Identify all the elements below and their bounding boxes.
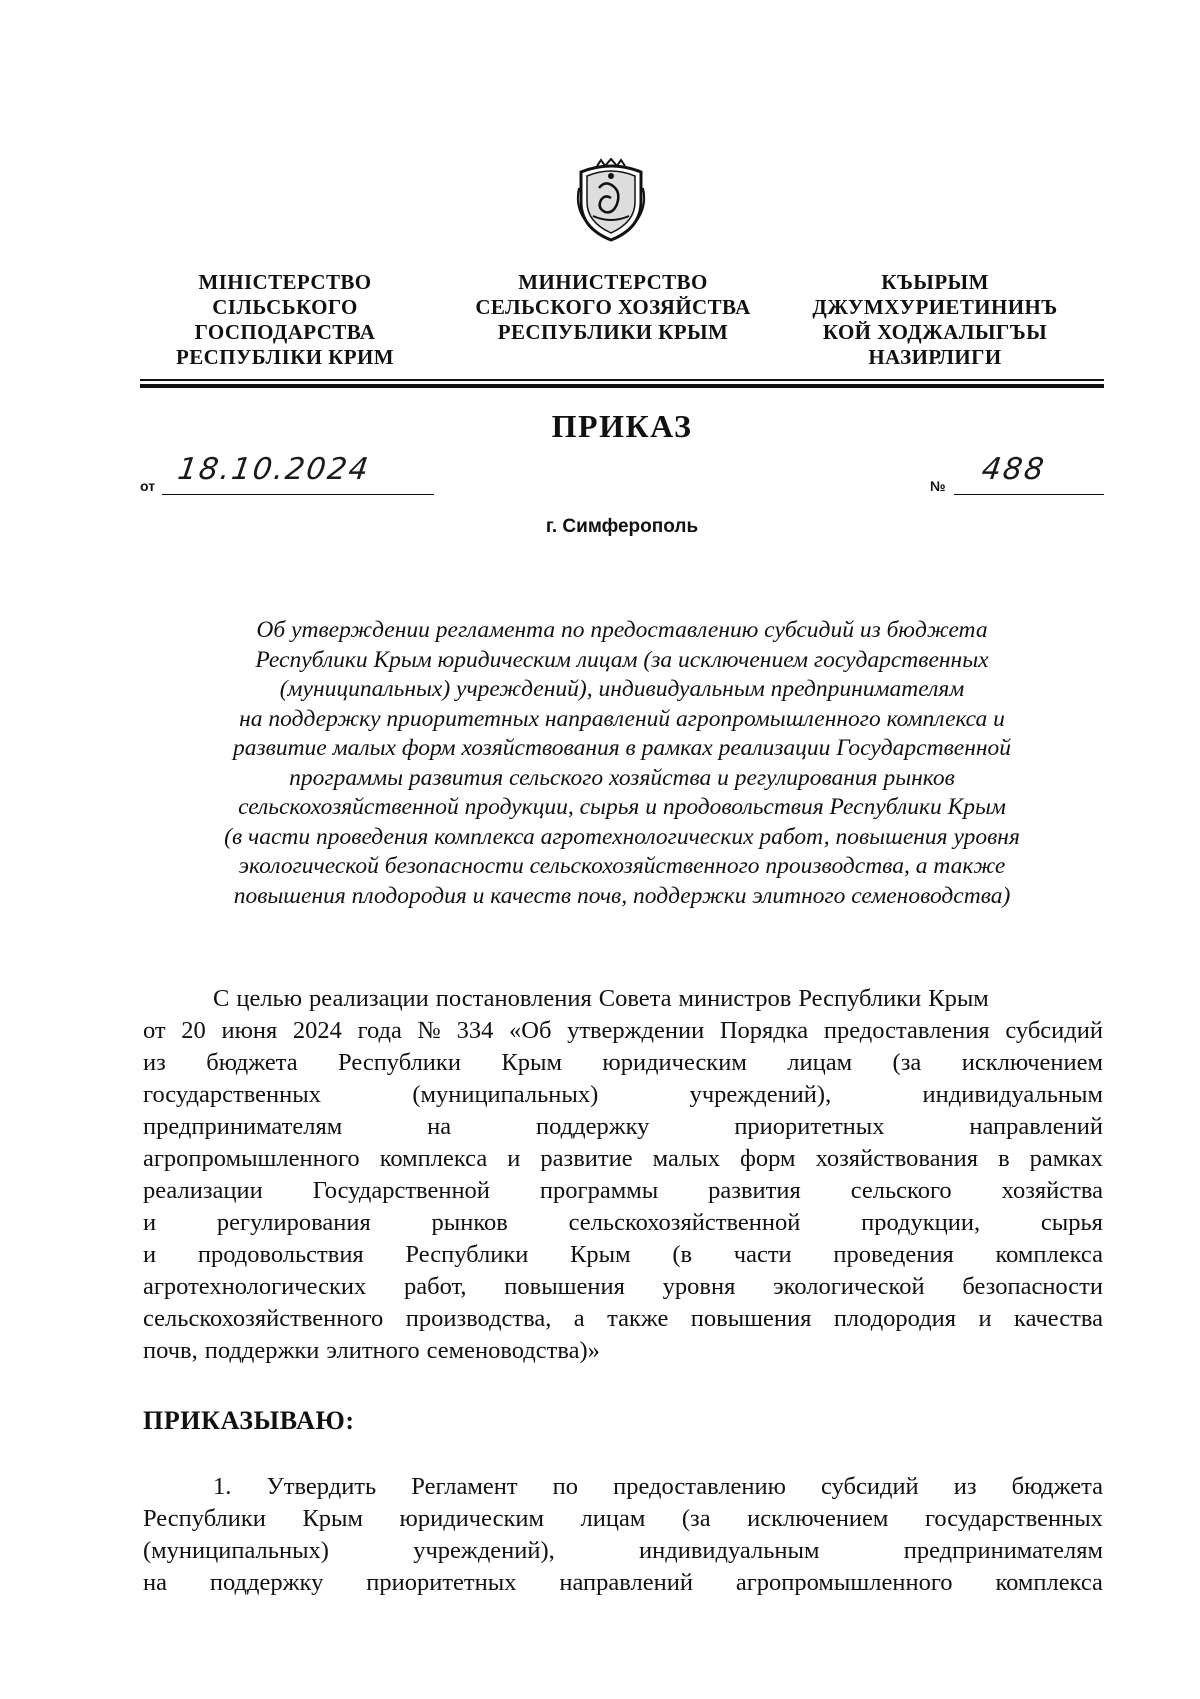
word: сырья <box>1040 1209 1103 1236</box>
subject-line: повышения плодородия и качеств почв, поддержки элитного семеноводства) <box>233 882 1011 909</box>
word: Республики <box>798 985 922 1012</box>
word: повышения <box>690 1305 812 1332</box>
preamble-line <box>143 1271 1103 1303</box>
document-title: ПРИКАЗ <box>551 408 693 444</box>
word: юридическим <box>602 1049 747 1076</box>
preamble-paragraph <box>143 983 1103 1367</box>
word: Порядка <box>719 1017 809 1044</box>
word: почв, <box>143 1337 198 1364</box>
word: С <box>213 985 230 1012</box>
word: хозяйствования <box>815 1145 979 1172</box>
word: экологической <box>773 1273 925 1300</box>
word: и <box>143 1241 157 1268</box>
word: реализации <box>309 985 429 1012</box>
word: уровня <box>662 1273 736 1300</box>
clause-line <box>143 1503 1103 1535</box>
preamble-line <box>143 1239 1103 1271</box>
word: хозяйства <box>1001 1177 1103 1204</box>
subject-line: (муниципальных) учреждений), индивидуальным предпринимателям <box>279 676 965 702</box>
word: направлений <box>559 1569 693 1596</box>
word: сельскохозяйственной <box>568 1209 801 1236</box>
header-line: МИНИСТЕРСТВО <box>518 270 708 294</box>
preamble-line <box>143 1111 1103 1143</box>
word: и <box>143 1209 157 1236</box>
word: (за <box>681 1505 711 1532</box>
subject-line: программы развития сельского хозяйства и регулирования рынков <box>289 764 955 791</box>
preamble-line <box>143 1175 1103 1207</box>
word: приоритетных <box>734 1113 885 1140</box>
word: постановления <box>435 985 592 1012</box>
word: государственных <box>143 1081 321 1108</box>
word: сельскохозяйственного <box>143 1305 384 1332</box>
word: (муниципальных) <box>143 1537 329 1564</box>
word: 20 <box>181 1017 206 1044</box>
word: бюджета <box>1011 1473 1103 1500</box>
word: рынков <box>431 1209 508 1236</box>
word: исключением <box>961 1049 1103 1076</box>
word: Республики <box>338 1049 461 1076</box>
word: плодородия <box>833 1305 957 1332</box>
word: индивидуальным <box>922 1081 1103 1108</box>
word: сельского <box>850 1177 952 1204</box>
word: в <box>998 1145 1010 1172</box>
word: а <box>573 1305 585 1332</box>
word: № <box>417 1017 441 1044</box>
date-underline <box>162 494 434 495</box>
word: «Об <box>509 1017 552 1044</box>
word: учреждений), <box>689 1081 832 1108</box>
city-name: г. Симферополь <box>545 516 699 537</box>
word: из <box>953 1473 977 1500</box>
word: Совета <box>598 985 672 1012</box>
preamble-line <box>143 1335 1103 1367</box>
word: малых <box>652 1145 720 1172</box>
word: предоставления <box>823 1017 990 1044</box>
header-line: МІНІСТЕРСТВО <box>198 270 372 294</box>
word: Крым <box>570 1241 631 1268</box>
word: поддержку <box>535 1113 650 1140</box>
word: развития <box>708 1177 801 1204</box>
header-line: ДЖУМХУРИЕТИНИНЪ <box>812 295 1058 319</box>
word: семеноводства)» <box>426 1337 600 1364</box>
word: министров <box>678 985 792 1012</box>
ministry-name-ukrainian <box>150 270 420 370</box>
word: агропромышленного <box>143 1145 360 1172</box>
word: и <box>978 1305 992 1332</box>
word: Крым <box>928 985 989 1012</box>
date-label: от <box>140 478 156 494</box>
word: продукции, <box>861 1209 981 1236</box>
word: утверждении <box>567 1017 705 1044</box>
word: исключением <box>747 1505 889 1532</box>
word: субсидий <box>821 1473 919 1500</box>
word: предпринимателям <box>903 1537 1103 1564</box>
word: лицам <box>580 1505 646 1532</box>
word: качества <box>1014 1305 1103 1332</box>
word: Республики <box>405 1241 529 1268</box>
word: реализации <box>143 1177 263 1204</box>
preamble-line <box>143 1207 1103 1239</box>
word: июня <box>221 1017 278 1044</box>
subject-line: сельскохозяйственной продукции, сырья и продовольствия Республики Крым <box>238 794 1006 820</box>
word: продовольствия <box>197 1241 364 1268</box>
word: 1. <box>213 1473 232 1500</box>
word: комплекса <box>995 1241 1103 1268</box>
word: (за <box>892 1049 922 1076</box>
header-line: СЕЛЬСКОГО ХОЗЯЙСТВА <box>475 295 751 319</box>
word: государственных <box>924 1505 1103 1532</box>
preamble-line <box>143 1047 1103 1079</box>
subject-line: на поддержку приоритетных направлений агропромышленного комплекса и <box>239 705 1005 732</box>
word: предоставлению <box>613 1473 786 1500</box>
header-line: НАЗИРЛИГИ <box>868 345 1002 369</box>
handwritten-date: 18.10.2024 <box>175 452 373 487</box>
header-line: КОЙ ХОДЖАЛЫГЪЫ <box>822 320 1048 344</box>
preamble-line <box>143 1015 1103 1047</box>
subject-line: развитие малых форм хозяйствования в рамках реализации Государственной <box>232 735 1012 761</box>
ministry-name-russian <box>448 270 778 345</box>
word: по <box>552 1473 579 1500</box>
word: Утвердить <box>266 1473 377 1500</box>
word: поддержку <box>209 1569 324 1596</box>
handwritten-number: 488 <box>979 452 1048 487</box>
clause-line <box>143 1567 1103 1599</box>
word: части <box>733 1241 792 1268</box>
header-divider-thick <box>140 384 1104 388</box>
word: Регламент <box>411 1473 518 1500</box>
word: рамках <box>1029 1145 1103 1172</box>
word: от <box>143 1017 166 1044</box>
word: агропромышленного <box>735 1569 953 1596</box>
subject-line: (в части проведения комплекса агротехнологических работ, повышения уровня <box>224 823 1020 850</box>
header-divider-thin <box>140 379 1104 381</box>
word: индивидуальным <box>639 1537 820 1564</box>
word: 334 <box>456 1017 494 1044</box>
preamble-line <box>143 1079 1103 1111</box>
word: комплекса <box>379 1145 488 1172</box>
word: регулирования <box>216 1209 371 1236</box>
subject-line: Об утверждении регламента по предоставлению субсидий из бюджета <box>256 617 988 643</box>
word: направлений <box>969 1113 1103 1140</box>
word: также <box>607 1305 669 1332</box>
word: (муниципальных) <box>412 1081 599 1108</box>
clause-line <box>143 1471 1103 1503</box>
header-line: КЪЫРЫМ <box>881 270 989 294</box>
word: развитие <box>540 1145 633 1172</box>
word: работ, <box>404 1273 467 1300</box>
order-subject <box>120 616 1124 911</box>
word: повышения <box>504 1273 625 1300</box>
word: и <box>507 1145 521 1172</box>
word: поддержки <box>204 1337 320 1364</box>
word: юридическим <box>399 1505 544 1532</box>
word: целью <box>236 985 303 1012</box>
word: Республики <box>143 1505 266 1532</box>
word: комплекса <box>995 1569 1103 1596</box>
word: предпринимателям <box>143 1113 343 1140</box>
subject-line: экологической безопасности сельскохозяйственного производства, а также <box>238 853 1006 879</box>
word: на <box>427 1113 452 1140</box>
word: на <box>143 1569 167 1596</box>
preamble-line <box>143 983 1103 1015</box>
word: (в <box>672 1241 693 1268</box>
word: элитного <box>326 1337 420 1364</box>
word: 2024 <box>292 1017 342 1044</box>
word: программы <box>539 1177 659 1204</box>
word: Государственной <box>312 1177 490 1204</box>
word: форм <box>740 1145 796 1172</box>
word: безопасности <box>962 1273 1103 1300</box>
word: субсидий <box>1005 1017 1103 1044</box>
word: производства, <box>405 1305 552 1332</box>
word: из <box>143 1049 166 1076</box>
word: лицам <box>787 1049 853 1076</box>
word: проведения <box>833 1241 954 1268</box>
word: года <box>357 1017 402 1044</box>
preamble-line <box>143 1303 1103 1335</box>
word: Крым <box>302 1505 364 1532</box>
number-label: № <box>930 478 946 494</box>
header-line: РЕСПУБЛІКИ КРИМ <box>176 345 394 369</box>
clause-line <box>143 1535 1103 1567</box>
word: бюджета <box>206 1049 298 1076</box>
subject-line: Республики Крым юридическим лицам (за исключением государственных <box>255 646 989 673</box>
header-line: ГОСПОДАРСТВА <box>194 320 376 344</box>
header-line: СІЛЬСЬКОГО <box>212 295 358 319</box>
order-directive: ПРИКАЗЫВАЮ: <box>143 1406 355 1435</box>
word: агротехнологических <box>143 1273 367 1300</box>
word: приоритетных <box>366 1569 517 1596</box>
ministry-name-crimean-tatar <box>790 270 1080 370</box>
header-line: РЕСПУБЛИКИ КРЫМ <box>497 320 729 344</box>
crimea-coat-of-arms-icon <box>575 158 647 242</box>
word: учреждений), <box>413 1537 555 1564</box>
number-underline <box>954 494 1104 495</box>
preamble-line <box>143 1143 1103 1175</box>
clause-1 <box>143 1471 1103 1599</box>
word: Крым <box>501 1049 562 1076</box>
